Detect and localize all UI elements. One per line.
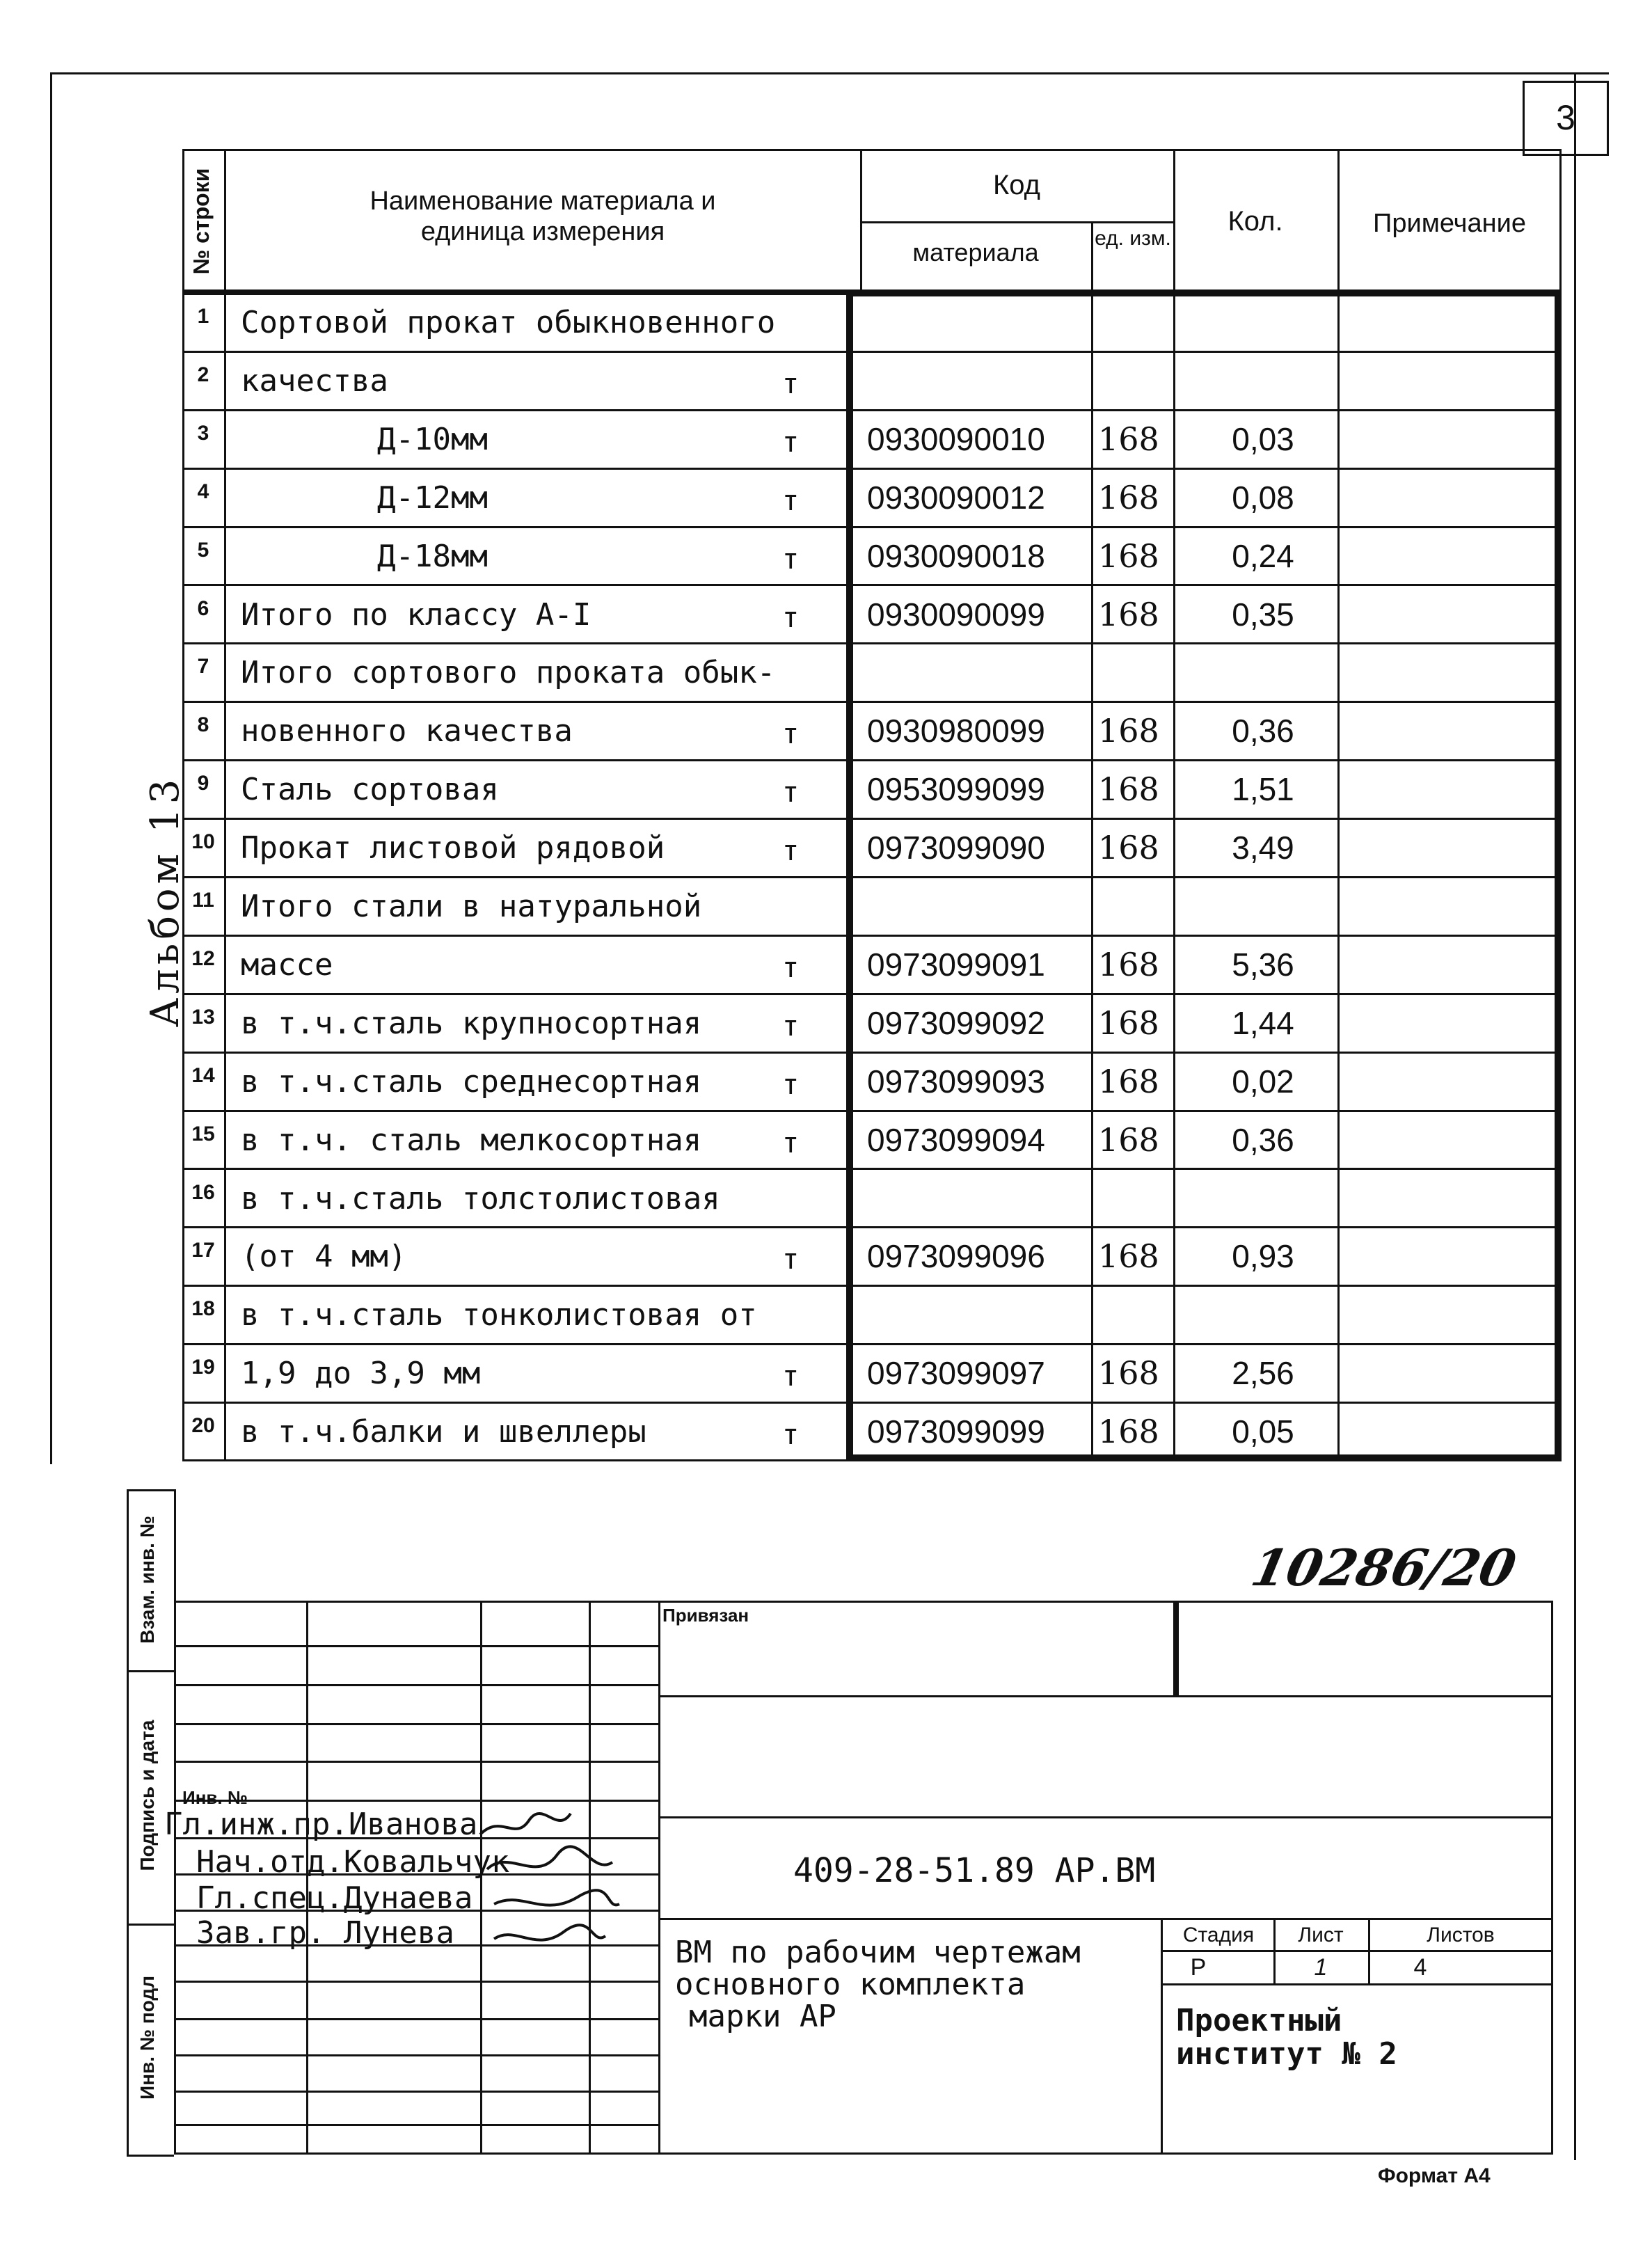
format-label: Формат А4 (1378, 2164, 1491, 2187)
table-row (182, 994, 1562, 1053)
quantity: 1,44 (1232, 1004, 1294, 1041)
handwritten-number: 10286/20 (1246, 1538, 1522, 1597)
material-code: 0973099090 (867, 830, 1045, 866)
code-sub-line (860, 221, 1173, 223)
quantity: 0,03 (1232, 420, 1294, 457)
title-line-3: марки АР (689, 1999, 836, 2034)
unit-code: 168 (1098, 1062, 1159, 1100)
table-row (182, 586, 1562, 644)
header-row-no: № строки (189, 168, 214, 275)
row-number: 14 (191, 1063, 215, 1087)
material-code: 0930090018 (867, 537, 1045, 574)
doc-code-top (658, 1816, 1553, 1818)
row-number: 9 (197, 772, 209, 795)
stamp-row (174, 1981, 658, 1983)
staff-4: Зав.гр. Лунева (196, 1915, 454, 1951)
stage-values-line (1161, 1983, 1553, 1985)
unit: т (782, 484, 800, 517)
row-number: 13 (191, 1005, 215, 1029)
sheets-value: 4 (1413, 1954, 1427, 1981)
stamp-col-4 (658, 1601, 660, 2155)
unit: т (782, 1244, 800, 1276)
sheet-label: Лист (1298, 1924, 1344, 1946)
unit: т (782, 543, 800, 576)
left-strip-bottom (127, 2155, 174, 2157)
row-number: 2 (197, 363, 209, 386)
title-org-divider (1161, 1918, 1163, 2155)
material-code: 0930980099 (867, 713, 1045, 750)
page-number: 3 (1556, 98, 1575, 137)
material-name: Сталь сортовая (241, 772, 499, 808)
left-strip-top (127, 1489, 174, 1491)
privyazan-bottom (658, 1695, 1553, 1697)
row-number: 3 (197, 421, 209, 445)
material-name: Прокат листовой рядовой (241, 830, 665, 866)
table-row (182, 878, 1562, 936)
staff-3: Гл.спец.Дунаева (196, 1880, 473, 1916)
unit: т (782, 777, 800, 809)
material-name: (от 4 мм) (241, 1239, 407, 1275)
table-row (182, 1345, 1562, 1403)
material-code: 0973099094 (867, 1121, 1045, 1158)
material-code: 0973099093 (867, 1063, 1045, 1100)
unit: т (782, 718, 800, 751)
signature-scribbles (473, 1807, 633, 1960)
quantity: 0,02 (1232, 1063, 1294, 1100)
material-name: в т.ч.сталь среднесортная (241, 1063, 702, 1100)
table-row (182, 352, 1562, 411)
material-code: 0973099097 (867, 1355, 1045, 1392)
row-number: 7 (197, 655, 209, 679)
table-row (182, 528, 1562, 586)
left-strip-outer (127, 1489, 129, 2155)
quantity: 0,93 (1232, 1238, 1294, 1275)
stamp-row (174, 2091, 658, 2093)
left-strip-div1 (127, 1670, 174, 1672)
unit: т (782, 1361, 800, 1393)
material-name: массе (241, 946, 333, 983)
document-code: 409-28-51.89 АР.ВМ (793, 1851, 1156, 1890)
stamp-row (174, 2018, 658, 2020)
table-row (182, 469, 1562, 528)
right-margin-line (1574, 72, 1576, 2160)
sheet-value: 1 (1314, 1954, 1328, 1981)
table-row (182, 761, 1562, 819)
table-row (182, 294, 1562, 352)
material-name: в т.ч. сталь мелкосортная (241, 1122, 702, 1158)
unit-code: 168 (1098, 1354, 1159, 1393)
table-row (182, 1286, 1562, 1345)
material-code: 0930090012 (867, 479, 1045, 516)
title-line-2: основного комплекта (675, 1967, 1026, 2002)
material-name: в т.ч.сталь крупносортная (241, 1005, 702, 1041)
material-code: 0973099099 (867, 1413, 1045, 1450)
material-name: Итого по классу А-I (241, 596, 591, 633)
unit: т (782, 426, 800, 459)
header-code-material: материала (912, 238, 1039, 267)
quantity: 2,56 (1232, 1355, 1294, 1392)
material-name: 1,9 до 3,9 мм (241, 1356, 481, 1392)
stamp-row (174, 1723, 658, 1725)
unit-code: 168 (1098, 829, 1159, 867)
material-code: 0953099099 (867, 771, 1045, 808)
staff-2: Нач.отд.Ковальчук (196, 1844, 510, 1880)
material-name: Итого стали в натуральной (241, 889, 702, 924)
title-line-1: ВМ по рабочим чертежам (675, 1935, 1081, 1970)
unit: т (782, 1010, 800, 1042)
quantity: 0,36 (1232, 713, 1294, 750)
unit-code: 168 (1098, 1004, 1159, 1042)
row-number: 5 (197, 538, 209, 562)
quantity: 0,36 (1232, 1121, 1294, 1158)
material-name: Итого сортового проката обык- (241, 655, 776, 691)
row-number: 19 (191, 1356, 215, 1379)
quantity: 3,49 (1232, 830, 1294, 866)
stamp-row (174, 2124, 658, 2126)
staff-1: Гл.инж.пр.Иванова (164, 1807, 478, 1842)
table-row (182, 1111, 1562, 1170)
material-name: в т.ч.балки и швеллеры (241, 1414, 646, 1450)
privyazan-divider (1173, 1601, 1179, 1695)
table-row (182, 936, 1562, 994)
row-number: 6 (197, 596, 209, 620)
side-label-3: Инв. № подл (136, 1976, 158, 2100)
header-qty: Кол. (1228, 206, 1283, 237)
row-number: 4 (197, 479, 209, 503)
row-number: 15 (191, 1122, 215, 1145)
unit-code: 168 (1098, 537, 1159, 575)
org-line-1: Проектный (1176, 2003, 1342, 2038)
stage-value: Р (1190, 1954, 1207, 1981)
row-number: 1 (197, 305, 209, 328)
header-code-unit: ед. изм. (1095, 227, 1171, 250)
quantity: 0,08 (1232, 479, 1294, 516)
quantity: 0,05 (1232, 1413, 1294, 1450)
unit-code: 168 (1098, 1237, 1159, 1276)
unit-code: 168 (1098, 595, 1159, 633)
left-margin-line (50, 72, 52, 1464)
unit: т (782, 367, 800, 400)
table-row (182, 702, 1562, 761)
material-code: 0930090010 (867, 420, 1045, 457)
table-row (182, 1170, 1562, 1228)
org-line-2: институт № 2 (1176, 2036, 1397, 2072)
quantity: 0,24 (1232, 537, 1294, 574)
header-code: Код (992, 170, 1040, 200)
row-number: 16 (191, 1180, 215, 1204)
material-name: Д-10мм (377, 421, 488, 457)
table-row (182, 819, 1562, 878)
material-name: Д-18мм (377, 538, 488, 574)
unit-code: 168 (1098, 478, 1159, 516)
left-strip-div2 (127, 1924, 174, 1926)
unit: т (782, 1127, 800, 1159)
unit: т (782, 951, 800, 984)
row-number: 18 (191, 1297, 215, 1321)
unit: т (782, 601, 800, 634)
stamp-row (174, 1684, 658, 1686)
table-row (182, 644, 1562, 702)
stamp-row (174, 1761, 658, 1763)
inv-no-label: Инв. № (182, 1787, 248, 1808)
unit-code: 168 (1098, 420, 1159, 458)
row-number: 12 (191, 946, 215, 970)
album-label: Альбом 13 (143, 775, 188, 1028)
material-name: Сортовой прокат обыкновенного (241, 305, 776, 340)
material-code: 0973099092 (867, 1004, 1045, 1041)
stage-header-line (1161, 1950, 1553, 1952)
material-code: 0930090099 (867, 596, 1045, 633)
stage-label: Стадия (1182, 1924, 1255, 1946)
quantity: 1,51 (1232, 771, 1294, 808)
header-note: Примечание (1373, 209, 1526, 238)
row-number: 8 (197, 713, 209, 737)
row-number: 11 (192, 889, 214, 912)
unit-code: 168 (1098, 712, 1159, 750)
material-name: новенного качества (241, 713, 573, 750)
doc-code-bottom (658, 1918, 1553, 1920)
side-label-2: Подпись и дата (136, 1720, 158, 1871)
unit: т (782, 1068, 800, 1101)
quantity: 5,36 (1232, 946, 1294, 983)
stamp-row (174, 1645, 658, 1647)
stamp-row (174, 2054, 658, 2056)
material-name: в т.ч.сталь тонколистовая от (241, 1297, 757, 1333)
row-number: 17 (191, 1239, 215, 1262)
header-name-line1: Наименование материала и (370, 187, 716, 216)
unit-code: 168 (1098, 770, 1159, 809)
material-name: в т.ч.сталь толстолистовая (241, 1180, 720, 1216)
quantity: 0,35 (1232, 596, 1294, 633)
header-name-line2: единица измерения (420, 217, 665, 246)
table-row (182, 1403, 1562, 1461)
row-number: 10 (191, 830, 215, 854)
privyazan-label: Привязан (662, 1605, 749, 1626)
unit-code: 168 (1098, 1120, 1159, 1159)
unit: т (782, 1419, 800, 1452)
unit-code: 168 (1098, 945, 1159, 983)
table-row (182, 1053, 1562, 1111)
material-name: качества (241, 363, 388, 399)
sheets-label: Листов (1427, 1924, 1495, 1946)
table-row (182, 411, 1562, 469)
material-name: Д-12мм (377, 479, 488, 516)
row-number: 20 (191, 1414, 215, 1438)
unit: т (782, 835, 800, 868)
unit-code: 168 (1098, 1413, 1159, 1451)
material-code: 0973099096 (867, 1238, 1045, 1275)
side-label-1: Взам. инв. № (136, 1516, 158, 1644)
table-row (182, 1228, 1562, 1286)
material-code: 0973099091 (867, 946, 1045, 983)
